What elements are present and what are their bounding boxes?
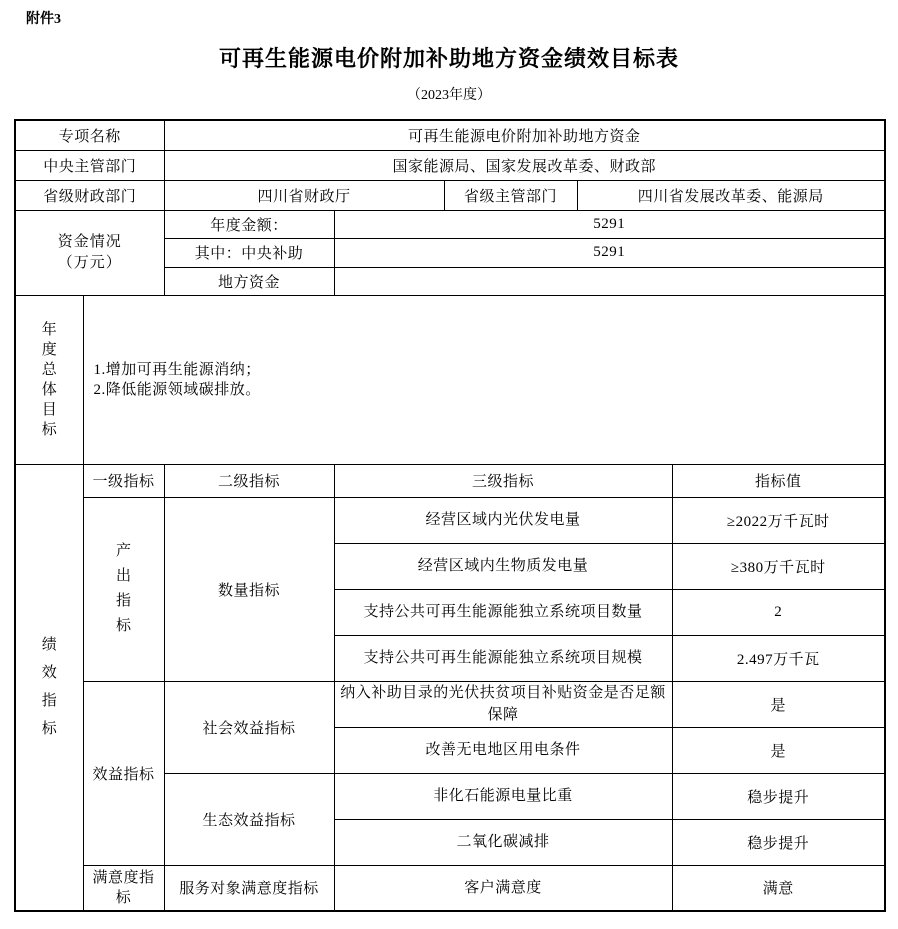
performance-target-table (14, 119, 886, 912)
central-dept-value: 国家能源局、国家发展改革委、财政部 (164, 150, 885, 180)
level1-output-cell (83, 497, 164, 681)
indicator-value: ≥380万千瓦时 (672, 543, 885, 589)
prov-finance-value: 四川省财政厅 (164, 180, 444, 210)
funding-local-label: 地方资金 (164, 267, 334, 295)
indicator-name: 纳入补助目录的光伏扶贫项目补贴资金是否足额保障 (334, 681, 672, 727)
row-funding-annual (15, 210, 885, 238)
indicator-name: 支持公共可再生能源能独立系统项目规模 (334, 635, 672, 681)
indicator-name: 支持公共可再生能源能独立系统项目数量 (334, 589, 672, 635)
row-indicator-customer-satisfaction (15, 865, 885, 911)
funding-annual-label: 年度金额： (164, 210, 334, 238)
indicator-value: 稳步提升 (672, 773, 885, 819)
prov-finance-label: 省级财政部门 (15, 180, 164, 210)
level1-output-label: 产出指标 (115, 543, 131, 634)
annual-goal-content (83, 295, 885, 464)
funding-group-label (15, 210, 164, 295)
project-name-value: 可再生能源电价附加补助地方资金 (164, 120, 885, 150)
annual-goal-line-1: 1.增加可再生能源消纳； (93, 361, 261, 378)
level1-satisfaction-cell: 满意度指标 (83, 865, 164, 911)
header-level1: 一级指标 (83, 464, 164, 497)
annual-goal-line-2: 2.降低能源领域碳排放。 (93, 381, 261, 398)
level2-ecological-cell: 生态效益指标 (164, 773, 334, 865)
indicator-name: 经营区域内生物质发电量 (334, 543, 672, 589)
indicator-name: 改善无电地区用电条件 (334, 727, 672, 773)
indicator-value: ≥2022万千瓦时 (672, 497, 885, 543)
annual-goal-label: 年度总体目标 (41, 321, 57, 438)
header-level2: 二级指标 (164, 464, 334, 497)
prov-dept-label: 省级主管部门 (444, 180, 577, 210)
annual-goal-label-cell (15, 295, 83, 464)
row-indicator-pv-generation (15, 497, 885, 543)
row-indicator-header (15, 464, 885, 497)
funding-central-value: 5291 (334, 238, 885, 267)
indicator-name: 二氧化碳减排 (334, 819, 672, 865)
indicator-value: 稳步提升 (672, 819, 885, 865)
performance-section-label: 绩效指标 (41, 637, 57, 738)
row-central-dept (15, 150, 885, 180)
row-project-name (15, 120, 885, 150)
indicator-value: 满意 (672, 865, 885, 911)
performance-section-label-cell (15, 464, 83, 911)
document-title: 可再生能源电价附加补助地方资金绩效目标表 (218, 46, 679, 71)
funding-annual-value: 5291 (334, 210, 885, 238)
funding-group-line1: 资金情况 (57, 233, 122, 250)
row-provincial-depts (15, 180, 885, 210)
indicator-name: 客户满意度 (334, 865, 672, 911)
row-annual-goal (15, 295, 885, 464)
level2-quantity-cell: 数量指标 (164, 497, 334, 681)
attachment-label: 附件3 (26, 12, 61, 27)
funding-central-label: 其中：中央补助 (164, 238, 334, 267)
level2-social-cell: 社会效益指标 (164, 681, 334, 773)
header-value: 指标值 (672, 464, 885, 497)
prov-dept-value: 四川省发展改革委、能源局 (577, 180, 885, 210)
funding-local-value (334, 267, 885, 295)
level2-service-cell: 服务对象满意度指标 (164, 865, 334, 911)
indicator-value: 2 (672, 589, 885, 635)
header-level3: 三级指标 (334, 464, 672, 497)
indicator-value: 是 (672, 727, 885, 773)
row-indicator-pv-poverty-subsidy (15, 681, 885, 727)
document-subtitle: （2023年度） (407, 88, 491, 103)
indicator-value: 2.497万千瓦 (672, 635, 885, 681)
central-dept-label: 中央主管部门 (15, 150, 164, 180)
indicator-name: 非化石能源电量比重 (334, 773, 672, 819)
funding-group-line2: （万元） (57, 254, 122, 271)
project-name-label: 专项名称 (15, 120, 164, 150)
indicator-value: 是 (672, 681, 885, 727)
level1-benefit-cell: 效益指标 (83, 681, 164, 865)
indicator-name: 经营区域内光伏发电量 (334, 497, 672, 543)
